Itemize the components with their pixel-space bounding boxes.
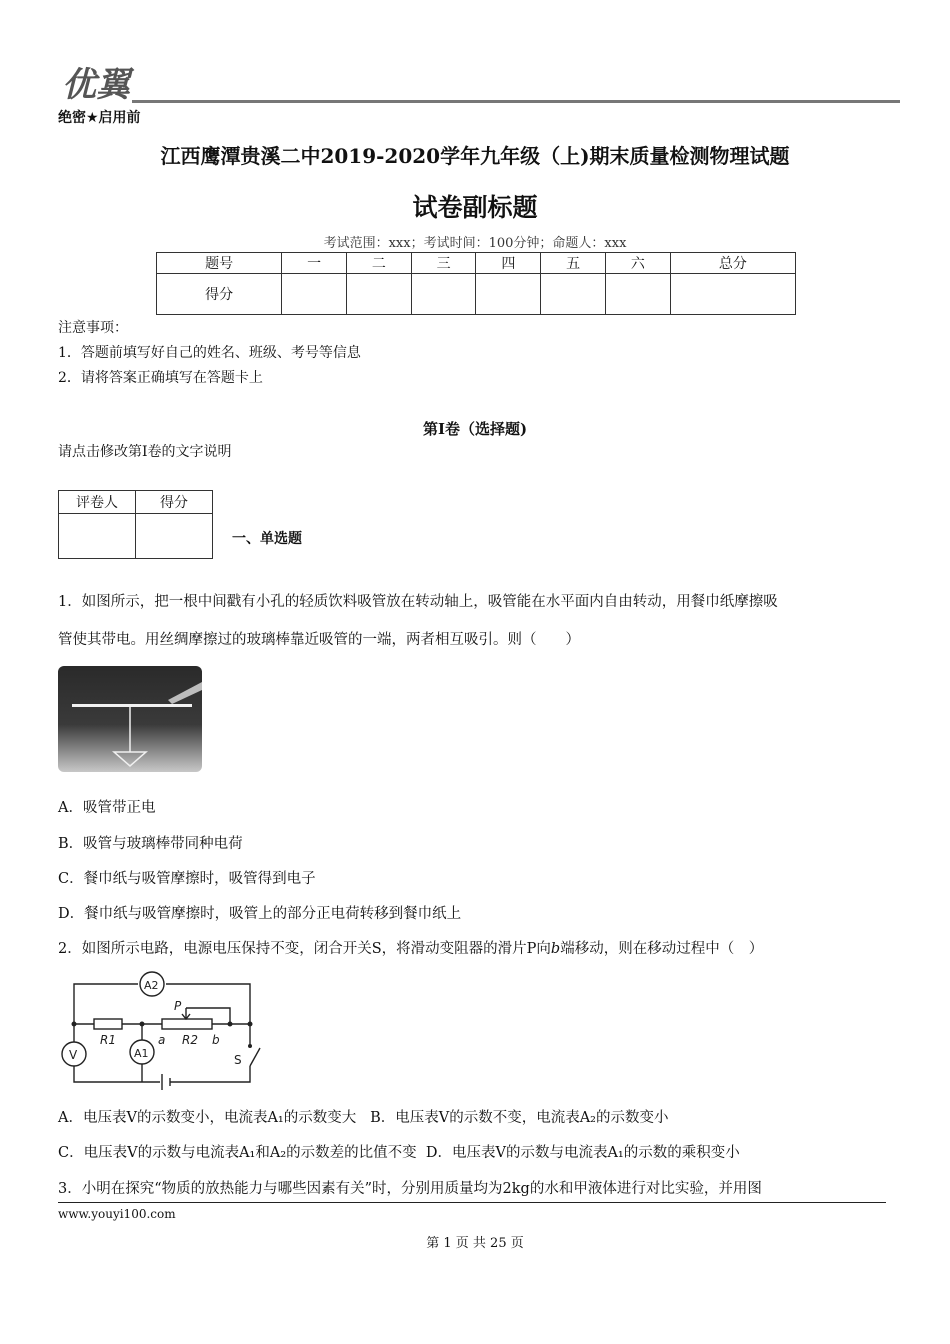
- notes-title: 注意事项：: [58, 320, 128, 336]
- q2-options-ab: [58, 1106, 668, 1127]
- q2-stem-b: b: [550, 941, 561, 957]
- page-number: 第 1 页 共 25 页: [426, 1236, 524, 1251]
- q2-option-d[interactable]: D．电压表V的示数与电流表A₁的示数的乘积变小: [425, 1145, 740, 1161]
- score-cell[interactable]: [605, 274, 670, 315]
- q2-options-cd: [58, 1141, 740, 1162]
- score-table-header-row: [157, 253, 796, 274]
- score-row-label: 得分: [157, 274, 282, 315]
- score-header-cell: 六: [605, 253, 670, 274]
- grader-header-row: [59, 491, 213, 514]
- score-header-cell: 四: [476, 253, 541, 274]
- section-title: 第I卷（选择题): [422, 420, 528, 438]
- q2-option-a[interactable]: A．电压表V的示数变小，电流表A₁的示数变大: [58, 1110, 357, 1126]
- label-r1: R1: [100, 1033, 116, 1047]
- note-item: 1．答题前填写好自己的姓名、班级、考号等信息: [58, 345, 361, 361]
- q1-option-a[interactable]: A．吸管带正电: [58, 800, 156, 816]
- q2-stem-pre: 2．如图所示电路，电源电压保持不变，闭合开关S，将滑动变阻器的滑片P向: [58, 941, 551, 957]
- score-table: [156, 252, 796, 315]
- label-b: b: [212, 1033, 220, 1047]
- label-v: V: [69, 1048, 78, 1062]
- q2-option-b[interactable]: B．电压表V的示数不变，电流表A₂的示数变小: [370, 1110, 669, 1126]
- grader-table: [58, 490, 213, 559]
- straw-photo: [58, 666, 202, 772]
- grader-header-cell: 得分: [136, 491, 213, 514]
- question-1-line-2: 管使其带电。用丝绸摩擦过的玻璃棒靠近吸管的一端，两者相互吸引。则（ ）: [58, 632, 580, 648]
- label-a1: A1: [134, 1047, 149, 1060]
- score-cell[interactable]: [411, 274, 476, 315]
- score-header-cell: 题号: [157, 253, 282, 274]
- score-header-cell: 总分: [670, 253, 795, 274]
- circuit-diagram: [58, 970, 278, 1092]
- label-a2: A2: [144, 979, 159, 992]
- label-r2: R2: [182, 1033, 198, 1047]
- exam-title: 江西鹰潭贵溪二中2019-2020学年九年级（上)期末质量检测物理试题: [160, 144, 790, 168]
- score-table-row: [157, 274, 796, 315]
- score-header-cell: 三: [411, 253, 476, 274]
- grader-cell[interactable]: [136, 514, 213, 559]
- part-title: 一、单选题: [232, 531, 302, 547]
- question-2-stem: [58, 937, 763, 958]
- score-header-cell: 五: [541, 253, 606, 274]
- grader-row: [59, 514, 213, 559]
- label-a: a: [158, 1033, 166, 1047]
- score-cell[interactable]: [541, 274, 606, 315]
- note-item: 2．请将答案正确填写在答题卡上: [58, 370, 263, 386]
- section-description[interactable]: 请点击修改第I卷的文字说明: [58, 444, 232, 460]
- q2-option-c[interactable]: C．电压表V的示数与电流表A₁和A₂的示数差的比值不变: [58, 1145, 417, 1161]
- secret-label: 绝密★启用前: [58, 110, 141, 126]
- logo-text: 优翼: [62, 65, 130, 104]
- q2-stem-post: 端移动，则在移动过程中（ ）: [560, 941, 764, 957]
- question-3-line-1: 3．小明在探究“物质的放热能力与哪些因素有关”时，分别用质量均为2kg的水和甲液体进行对比实验，并用图: [58, 1181, 762, 1197]
- logo: [62, 64, 902, 104]
- grader-header-cell: 评卷人: [59, 491, 136, 514]
- score-header-cell: 一: [282, 253, 347, 274]
- footer-website: www.youyi100.com: [58, 1207, 176, 1221]
- score-cell[interactable]: [476, 274, 541, 315]
- label-p: P: [174, 999, 182, 1013]
- exam-info: 考试范围：xxx；考试时间：100分钟；命题人：xxx: [323, 236, 627, 251]
- exam-subtitle: 试卷副标题: [412, 193, 538, 222]
- label-s: S: [234, 1053, 242, 1067]
- score-cell[interactable]: [346, 274, 411, 315]
- score-header-cell: 二: [346, 253, 411, 274]
- question-1-line-1: 1．如图所示，把一根中间戳有小孔的轻质饮料吸管放在转动轴上，吸管能在水平面内自由转动，用餐巾纸摩擦吸: [58, 594, 778, 610]
- q1-option-d[interactable]: D．餐巾纸与吸管摩擦时，吸管上的部分正电荷转移到餐巾纸上: [58, 906, 462, 922]
- footer-divider: [58, 1202, 886, 1203]
- q1-option-b[interactable]: B．吸管与玻璃棒带同种电荷: [58, 836, 243, 852]
- q1-option-c[interactable]: C．餐巾纸与吸管摩擦时，吸管得到电子: [58, 871, 316, 887]
- score-cell[interactable]: [282, 274, 347, 315]
- score-cell[interactable]: [670, 274, 795, 315]
- logo-underline: [132, 100, 900, 103]
- grader-cell[interactable]: [59, 514, 136, 559]
